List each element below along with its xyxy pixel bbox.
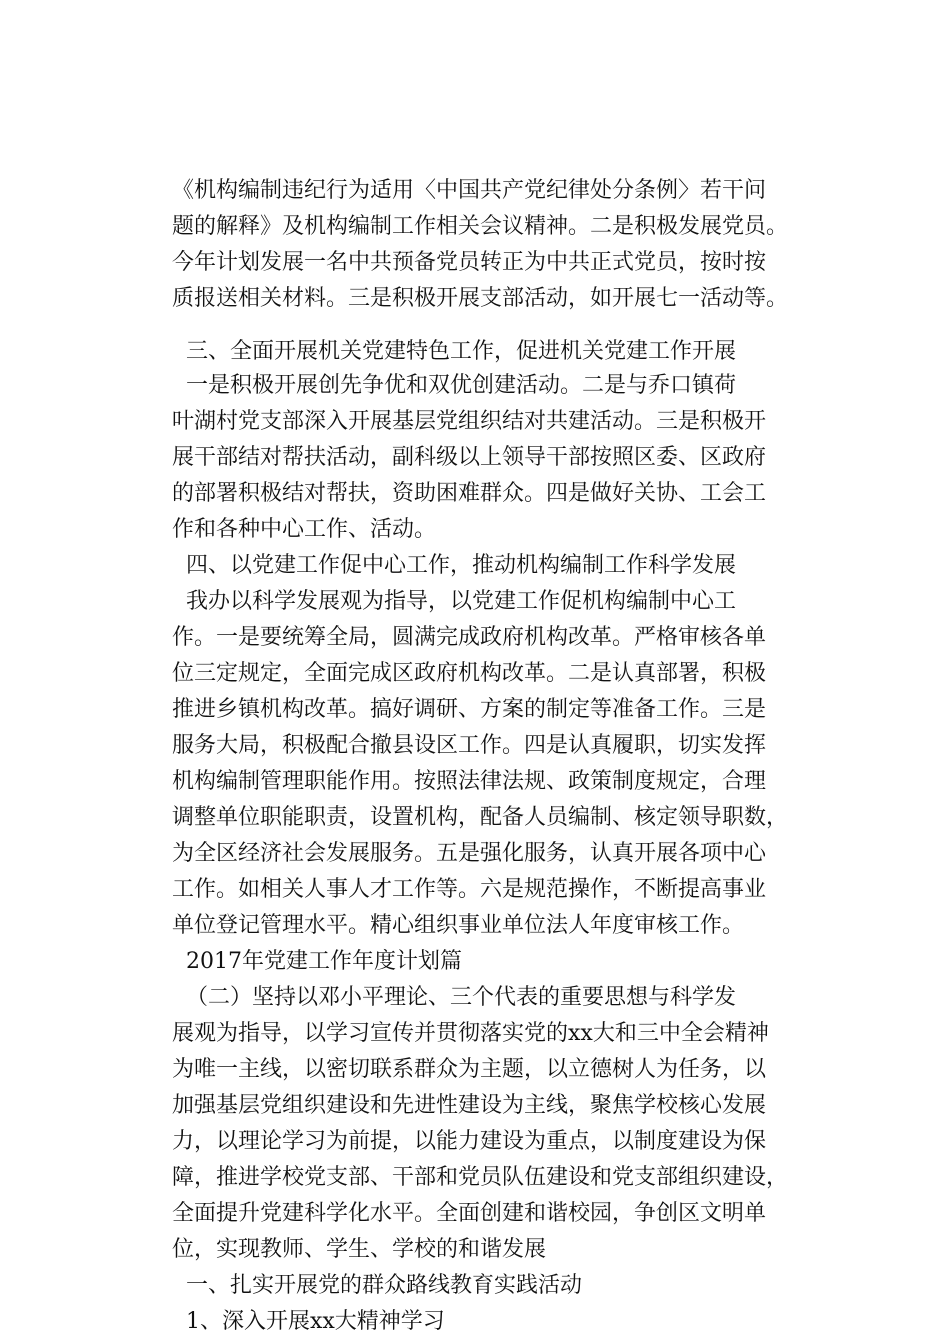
text-line: 机构编制管理职能作用。按照法律法规、政策制度规定，合理	[172, 769, 767, 794]
text-line: 展观为指导，以学习宣传并贯彻落实党的xx大和三中全会精神	[172, 1021, 769, 1046]
section-heading: 四、以党建工作促中心工作，推动机构编制工作科学发展	[186, 553, 737, 578]
text-line: 我办以科学发展观为指导，以党建工作促机构编制中心工	[186, 589, 737, 614]
text-line: 展干部结对帮扶活动，副科级以上领导干部按照区委、区政府	[172, 445, 767, 470]
text-line: 障，推进学校党支部、干部和党员队伍建设和党支部组织建设，	[172, 1165, 789, 1190]
text-line: 的部署积极结对帮扶，资助困难群众。四是做好关协、工会工	[172, 481, 767, 506]
text-line: 全面提升党建科学化水平。全面创建和谐校园，争创区文明单	[172, 1201, 767, 1226]
text-line: 工作。如相关人事人才工作等。六是规范操作，不断提高事业	[172, 877, 767, 902]
section-heading: 一、扎实开展党的群众路线教育实践活动	[186, 1273, 583, 1298]
text-line: 推进乡镇机构改革。搞好调研、方案的制定等准备工作。三是	[172, 697, 767, 722]
text-line: 调整单位职能职责，设置机构，配备人员编制、核定领导职数，	[172, 805, 789, 830]
text-line: 单位登记管理水平。精心组织事业单位法人年度审核工作。	[172, 913, 745, 938]
sub-heading: 1、深入开展xx大精神学习	[186, 1309, 445, 1334]
text-line: 位三定规定，全面完成区政府机构改革。二是认真部署，积极	[172, 661, 767, 686]
text-line: 质报送相关材料。三是积极开展支部活动，如开展七一活动等。	[172, 286, 789, 311]
section-title: 2017年党建工作年度计划篇	[186, 949, 462, 974]
text-line: 《机构编制违纪行为适用〈中国共产党纪律处分条例〉若干问	[172, 178, 767, 203]
text-line: （二）坚持以邓小平理论、三个代表的重要思想与科学发	[186, 985, 737, 1010]
text-line: 为全区经济社会发展服务。五是强化服务，认真开展各项中心	[172, 841, 767, 866]
text-line: 作和各种中心工作、活动。	[172, 517, 437, 542]
text-line: 加强基层党组织建设和先进性建设为主线，聚焦学校核心发展	[172, 1093, 767, 1118]
text-line: 服务大局，积极配合撤县设区工作。四是认真履职，切实发挥	[172, 733, 767, 758]
text-line: 一是积极开展创先争优和双优创建活动。二是与乔口镇荷	[186, 373, 737, 398]
text-line: 为唯一主线，以密切联系群众为主题，以立德树人为任务，以	[172, 1057, 767, 1082]
text-line: 今年计划发展一名中共预备党员转正为中共正式党员，按时按	[172, 250, 767, 275]
text-line: 题的解释》及机构编制工作相关会议精神。二是积极发展党员。	[172, 214, 789, 239]
text-line: 力，以理论学习为前提，以能力建设为重点，以制度建设为保	[172, 1129, 767, 1154]
text-line: 叶湖村党支部深入开展基层党组织结对共建活动。三是积极开	[172, 409, 767, 434]
text-line: 位，实现教师、学生、学校的和谐发展	[172, 1237, 547, 1262]
text-line: 作。一是要统筹全局，圆满完成政府机构改革。严格审核各单	[172, 625, 767, 650]
section-heading: 三、全面开展机关党建特色工作，促进机关党建工作开展	[186, 339, 737, 364]
